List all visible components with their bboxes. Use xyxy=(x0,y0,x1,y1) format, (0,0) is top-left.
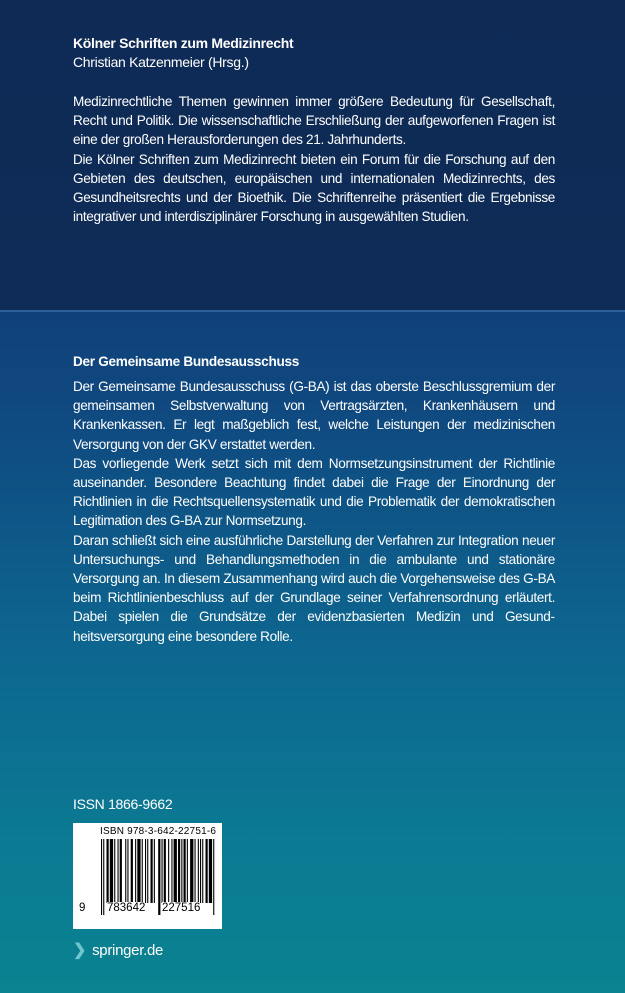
publisher-url: springer.de xyxy=(92,941,164,959)
barcode-bar xyxy=(114,839,115,903)
book-paragraph: Das vorliegende Werk setzt sich mit dem Normsetzungsinstrument der Richtlinie auseinander. Besondere Beachtung findet dabei die Frage der Einordnung der Richtlinien in die Rechtsquellensystematik und die Problematik der demokratischen Legitimation des G-BA zur Normsetzung. xyxy=(73,455,555,529)
barcode-bar xyxy=(137,839,140,903)
barcode xyxy=(73,823,222,929)
barcode-bar xyxy=(200,839,201,903)
chevron-right-icon: ❯ xyxy=(73,942,87,959)
series-title: Kölner Schriften zum Medizinrecht xyxy=(73,35,294,51)
barcode-bar xyxy=(142,839,143,903)
barcode-bar xyxy=(174,839,177,903)
barcode-bar xyxy=(171,839,172,903)
barcode-digits-left: 783642 xyxy=(107,902,146,914)
barcode-bar xyxy=(198,839,199,903)
barcode-bar xyxy=(118,839,119,903)
issn: ISSN 1866-9662 xyxy=(73,796,173,812)
barcode-bar xyxy=(209,839,212,903)
barcode-bar xyxy=(120,839,122,903)
barcode-bar xyxy=(147,839,148,903)
barcode-bar xyxy=(187,839,188,903)
series-paragraph: Medizinrechtliche Themen gewinnen immer größere Bedeutung für Gesellschaft, Recht und Politik. Die wissenschaftliche Erschließung der aufgeworfenen Fragen ist eine der großen Herausforderungen des 21. Jahrhunderts. xyxy=(73,94,555,148)
barcode-bar xyxy=(151,839,153,903)
barcode-bar xyxy=(101,839,102,915)
barcode-bar xyxy=(190,839,193,903)
divider xyxy=(0,310,625,312)
barcode-first-digit: 9 xyxy=(79,902,86,914)
barcode-bar xyxy=(184,839,186,903)
series-section xyxy=(73,34,555,226)
barcode-bar xyxy=(145,839,146,903)
barcode-bar xyxy=(213,839,214,915)
barcode-bar xyxy=(110,839,113,903)
book-description xyxy=(73,352,555,646)
book-title: Der Gemeinsame Bundesausschuss xyxy=(73,354,299,369)
barcode-bar xyxy=(131,839,133,903)
barcode-bar xyxy=(127,839,128,903)
barcode-bar xyxy=(164,839,166,903)
isbn-label: ISBN 978-3-642-22751-6 xyxy=(100,826,217,837)
barcode-bar xyxy=(107,839,109,903)
book-paragraph: Der Gemeinsame Bundesausschuss (G-BA) ist das oberste Beschlussgremium der gemeinsamen Selbstverwaltung von Vertragsärzten, Krankenhäusern und Krankenkassen. Er legt maßgeblich fest, welche Leistungen der medizinischen Versorgung von der GKV erstattet werden. xyxy=(73,379,555,452)
barcode-bar xyxy=(154,839,155,903)
barcode-bar xyxy=(162,839,163,903)
barcode-bar xyxy=(168,839,169,903)
barcode-bar xyxy=(195,839,196,903)
barcode-bar xyxy=(135,839,136,903)
publisher-link[interactable] xyxy=(73,940,163,960)
barcode-bar xyxy=(103,839,104,915)
barcode-digits-right: 227516 xyxy=(162,902,201,914)
book-paragraph: Daran schließt sich eine ausführliche Darstellung der Verfahren zur Integration neuer Untersuchungs- und Behandlungsmethoden in die ambulante und stationäre Versorgung an. In diesem Zusammenhang wird auch die Vorgehensweise des G-BA beim Richtlinienbeschluss auf der Grundlage seiner Verfahrensordnung erläutert. Dabei spielen die Grundsätze der evidenzbasierten Medizin und Gesundheitsversorgung eine besondere Rolle. xyxy=(73,532,555,644)
series-paragraph: Die Kölner Schriften zum Medizinrecht bieten ein Forum für die Forschung auf den Gebieten des deutschen, europäischen und internationalen Medizinrechts, des Gesundheitsrechts und der Bioethik. Die Schriftenreihe präsentiert die Ergebnisse integrativer und interdisziplinärer Forschung in ausgewählten Studien. xyxy=(73,151,555,225)
barcode-bar xyxy=(206,839,208,903)
barcode-bar xyxy=(158,839,160,915)
barcode-bar xyxy=(202,839,203,903)
barcode-bar xyxy=(125,839,126,903)
barcode-bar xyxy=(178,839,180,903)
series-editor: Christian Katzenmeier (Hrsg.) xyxy=(73,54,249,70)
barcode-bar xyxy=(181,839,182,903)
